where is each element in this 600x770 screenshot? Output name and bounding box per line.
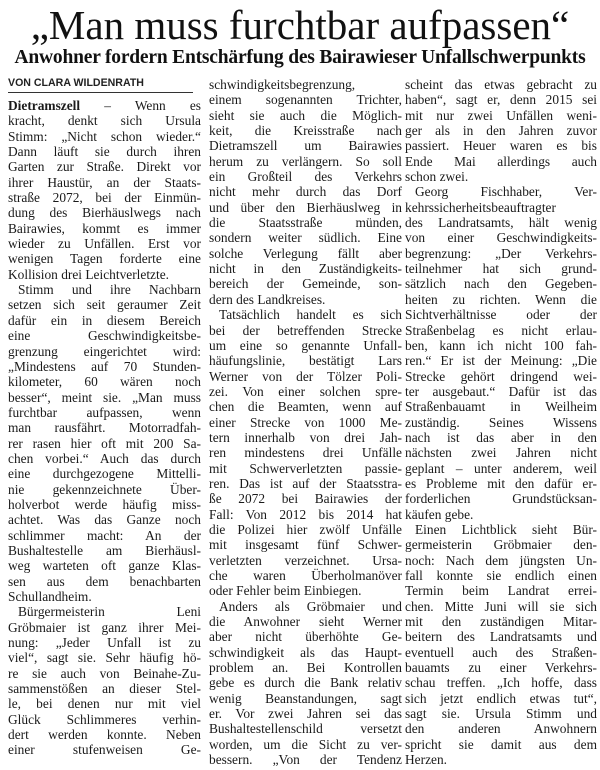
text-line: chen die Beamten, wenn auf [209, 399, 402, 415]
text-line: noch: Nach dem jüngsten Un- [405, 552, 597, 568]
text-line: den anderen Anwohnern [405, 721, 597, 737]
text-line: Dietramszell um Bairawies [209, 138, 402, 154]
text-line: spricht sie damit aus dem [405, 736, 597, 752]
article-byline: VON CLARA WILDENRATH [8, 77, 144, 89]
article-headline: „Man muss furchtbar aufpassen“ [30, 2, 570, 48]
text-line: mit insgesamt fünf Schwer- [209, 537, 402, 553]
text-line: viel“, sagt sie. Sehr häufig hö- [8, 650, 201, 666]
text-line: Straßenbelag es nicht erlau- [405, 322, 597, 338]
text-line: Kollision drei Leichtverletzte. [8, 266, 170, 282]
text-line: verletzten verzeichnet. Ursa- [209, 552, 402, 568]
text-line: chen. Mitte Juni will sie sich [405, 598, 597, 614]
text-line: die Staatsstraße münden, [209, 215, 402, 231]
text-line: Garten zur Straße. Direkt vor [8, 159, 201, 175]
article-column-2 [209, 77, 402, 767]
text-line: er. Vor zwei Jahren sei das [209, 706, 402, 722]
text-line: heiten zu richten. Wenn die [405, 291, 597, 307]
text-line: Straßenbauamt in Weilheim [405, 399, 597, 415]
text-line: zuständig. Seines Wissens [405, 414, 597, 430]
text-line: sen aus dem benachbarten [8, 573, 201, 589]
text-line: Bushaltestellenschild versetzt [209, 721, 402, 737]
text-line: mit nur zwei Unfällen weni- [405, 107, 597, 123]
text-line: ben, kann ich nicht 100 fah- [405, 337, 597, 353]
text-line: des Landratsamts, hält wenig [405, 215, 597, 231]
text-line: oder Fehler beim Einbiegen. [209, 583, 362, 599]
text-line: die Polizei hier zwölf Unfälle [209, 521, 402, 537]
text-line: schwindigkeit als das Haupt- [209, 644, 402, 660]
text-line: Stimm und ihre Nachbarn [18, 282, 201, 298]
text-line: scheint das etwas gebracht zu [405, 77, 597, 92]
text-line: begrenzung: „Der Verkehrs- [405, 245, 597, 261]
text-line: sondern weiter südlich. Eine [209, 230, 402, 246]
article-column-3 [405, 77, 597, 767]
text-line: straße 2072, bei der Einmün- [8, 190, 201, 206]
article-subheadline: Anwohner fordern Entschärfung des Bairawieser Unfallschwerpunkts [14, 47, 586, 68]
text-line: und über den Bierhäuslweg in [209, 199, 402, 215]
text-line: einem sogenannten Trichter, [209, 92, 402, 108]
text-line: grenzung eingerichtet wird: [8, 343, 201, 359]
text-line: Glück Schlimmeres verhin- [8, 711, 201, 727]
text-line: achtet. Was das Ganze noch [8, 512, 201, 528]
text-line: Georg Fischhaber, Ver- [415, 184, 597, 200]
text-line: Anders als Gröbmaier und [219, 598, 402, 614]
text-line: bereich der Gemeinde, son- [209, 276, 402, 292]
text-line: schon zwei. [405, 169, 469, 185]
text-line: ger als in den Jahren zuvor [405, 123, 597, 139]
text-line: setzen sich seit geraumer Zeit [8, 297, 201, 313]
text-line: holverbot werde häufig miss- [8, 496, 201, 512]
text-line: Ende Mai allerdings auch [405, 153, 597, 169]
text-line: von einer Geschwindigkeits- [405, 230, 597, 246]
text-line: dafür ein in diesem Bereich [8, 312, 201, 328]
text-line: häufungslinie, bestätigt Lars [209, 353, 402, 369]
text-line: nie gekennzeichnete Über- [8, 481, 201, 497]
text-line: geplant – unter anderem, weil [405, 460, 597, 476]
text-line: dung des Bierhäuslwegs nach [8, 205, 201, 221]
text-line: kehrssicherheitsbeauftragter [405, 199, 556, 215]
text-line: es Probleme mit den dafür er- [405, 475, 597, 491]
text-line: chen vorbei.“ Auch das durch [8, 450, 201, 466]
text-line: ihrer Haustür, an der Staats- [8, 174, 201, 190]
text-line: eine durchgezogene Mittelli- [8, 466, 201, 482]
text-line: schwindigkeitsbegrenzung, [209, 77, 356, 92]
text-line: ein Großteil des Verkehrs [209, 169, 402, 185]
text-line: Schullandheim. [8, 589, 92, 604]
text-line: Werner von der Tölzer Poli- [209, 368, 402, 384]
text-line: schlimmer macht: An der [8, 527, 201, 543]
text-line: Dietramszell – Wenn es [8, 98, 201, 113]
text-line: furchtbar aufpassen, wenn [8, 404, 201, 420]
text-line: nicht mehr durch das Dorf [209, 184, 402, 200]
text-line: bessern. „Von der Tendenz [209, 752, 402, 768]
text-line: Einen Lichtblick sieht Bür- [415, 521, 597, 537]
text-line: problem an. Bei Kontrollen [209, 660, 402, 676]
text-line: sätzlich nach den Gegeben- [405, 276, 597, 292]
text-line: man rausfährt. Motorradfah- [8, 420, 201, 436]
article-dateline: Dietramszell [8, 98, 81, 113]
text-line: um eine so genannte Unfall- [209, 337, 402, 353]
text-line: eventuell auch des Straßen- [405, 644, 597, 660]
text-line: Tatsächlich handelt es sich [219, 307, 402, 323]
text-line: ren mindestens drei Unfälle [209, 445, 402, 461]
text-line: einer Strecke von 1000 Me- [209, 414, 402, 430]
text-line: nicht in den Zuständigkeits- [209, 261, 402, 277]
text-line: wieder zu Unfällen. Erst vor [8, 236, 201, 252]
text-line: sich jetzt endlich etwas tut“, [405, 690, 597, 706]
text-line: dert werden konnte. Neben [8, 727, 201, 743]
text-line: keit, die Kreisstraße nach [209, 123, 402, 139]
text-line: bauamts zu einer Verkehrs- [405, 660, 597, 676]
text-line: re sie auch von Beinahe-Zu- [8, 665, 201, 681]
text-line: eine Geschwindigkeitsbe- [8, 328, 201, 344]
text-line: nach ist das aber in den [405, 429, 597, 445]
text-line: haben“, sagt er, denn 2015 sei [405, 92, 597, 108]
text-line: Bushaltestelle am Bierhäusl- [8, 542, 201, 558]
text-line: germeisterin Gröbmaier den- [405, 537, 597, 553]
text-line: zei. Von einer solchen spre- [209, 383, 402, 399]
text-line: gebe es durch die Bank relativ [209, 675, 402, 691]
text-line: mit Schwerverletzten passie- [209, 460, 402, 476]
text-line: solche Verlegung fällt aber [209, 245, 402, 261]
text-line: dern des Landkreises. [209, 291, 326, 307]
text-line: fall konnte sie endlich einen [405, 568, 597, 583]
text-line: aber nicht überhöhte Ge- [209, 629, 402, 645]
text-line: mit den zuständigen Mitar- [405, 614, 597, 630]
text-line: die Anwohner sieht Werner [209, 614, 402, 630]
text-line: Strecke gehört dringend wei- [405, 368, 597, 384]
text-line: teilnehmer hat sich grund- [405, 261, 597, 277]
text-line: Gröbmaier ist ganz ihrer Mei- [8, 619, 201, 635]
text-line: Bürgermeisterin Leni [18, 604, 201, 620]
text-line: Herzen. [405, 752, 448, 768]
text-line: tern innerhalb von drei Jah- [209, 429, 402, 445]
text-line: herum zu verlängern. So soll [209, 153, 402, 169]
text-line: „Mindestens auf 70 Stunden- [8, 358, 201, 374]
text-line: ße 2072 bei Bairawies der [209, 491, 402, 507]
text-line: kilometer, 60 wären noch [8, 374, 201, 390]
text-line: wenig Beanstandungen, sagt [209, 690, 402, 706]
text-line: wenigen Tagen forderte eine [8, 251, 201, 267]
text-line: worden, um die Sicht zu ver- [209, 736, 402, 752]
text-line: bei der betreffenden Strecke [209, 322, 402, 338]
byline-divider [8, 92, 193, 93]
text-line: che waren Überholmanöver [209, 568, 402, 583]
text-line: sieht sie auch die Möglich- [209, 107, 402, 123]
text-line: Dann läuft sie durch ihren [8, 144, 201, 160]
text-line: schau treffen. „Ich hoffe, dass [405, 675, 597, 691]
text-line: Stimm: „Nicht schon wieder.“ [8, 128, 201, 144]
text-line: Bairawies, kommt es immer [8, 220, 201, 236]
text-line: besser“, meint sie. „Man muss [8, 389, 201, 405]
text-line: Termin beim Landrat errei- [405, 583, 597, 599]
text-line: rer rasen hier oft mit 200 Sa- [8, 435, 201, 451]
text-line: ren. Das ist auf der Staatsstra- [209, 475, 402, 491]
text-line: ter ausgebaut.“ Dafür ist das [405, 383, 597, 399]
text-line: le, bei denen nur mit viel [8, 696, 201, 712]
text-line: Fall: Von 2012 bis 2014 hat [209, 506, 402, 522]
text-line: nung: „Jeder Unfall ist zu [8, 635, 201, 651]
text-line: einer stufenweisen Ge- [8, 742, 201, 758]
text-line: Sichtverhältnisse oder der [405, 307, 597, 323]
text-line: kracht, denkt sich Ursula [8, 113, 201, 129]
text-line: passiert. Heuer waren es bis [405, 138, 597, 154]
text-line: sagt sie. Ursula Stimm und [405, 706, 597, 722]
text-line: forderlichen Grundstücksan- [405, 491, 597, 507]
text-line: ren.“ Er ist der Meinung: „Die [405, 353, 597, 369]
text-line: beitern des Landratsamts und [405, 629, 597, 645]
text-line: nächsten zwei Jahren nicht [405, 445, 597, 461]
text-line: weg warteten oft ganze Klas- [8, 558, 201, 574]
article-column-1 [8, 98, 201, 758]
text-line: käufen gebe. [405, 506, 474, 522]
text-line: sammenstößen an dieser Stel- [8, 681, 201, 697]
